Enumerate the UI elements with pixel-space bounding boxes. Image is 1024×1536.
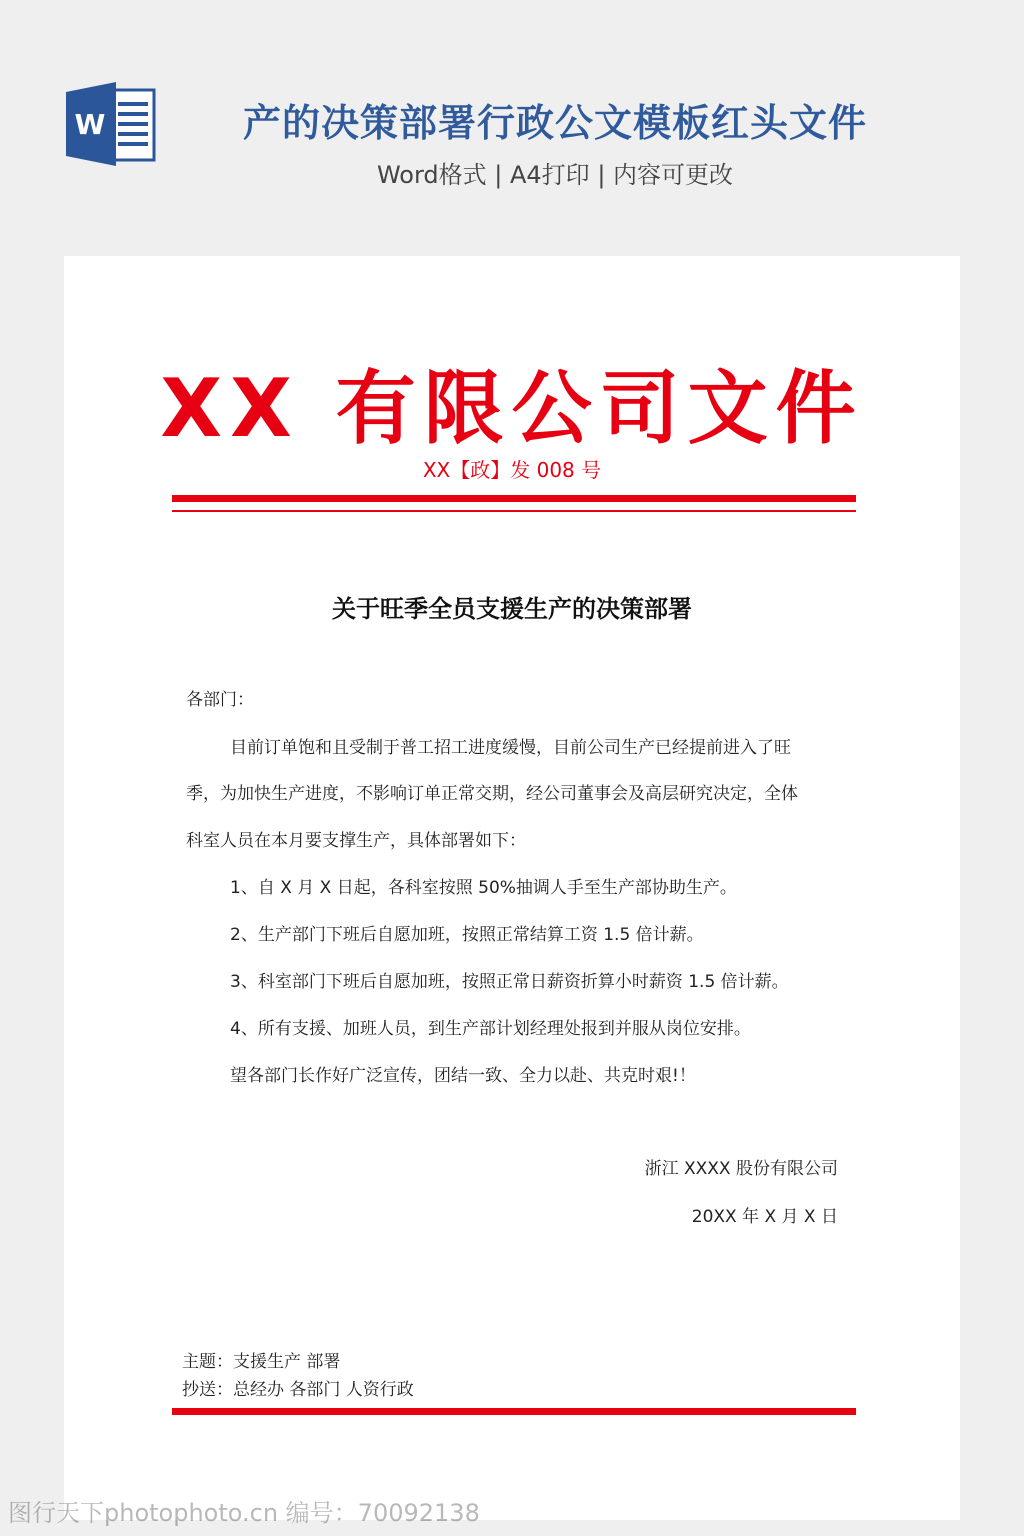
document-title: 关于旺季全员支援生产的决策部署 — [332, 595, 692, 623]
cc-line: 抄送：总经办 各部门 人资行政 — [182, 1380, 414, 1400]
closing-remark: 望各部门长作好广泛宣传，团结一致、全力以赴、共克时艰!！ — [230, 1066, 696, 1086]
salutation: 各部门： — [186, 690, 254, 710]
red-divider-thin — [172, 510, 856, 512]
list-item: 3、科室部门下班后自愿加班，按照正常日薪资折算小时薪资 1.5 倍计薪。 — [230, 972, 789, 992]
company-red-header: XX 有限公司文件 — [160, 362, 864, 455]
signature-company: 浙江 XXXX 股份有限公司 — [644, 1159, 838, 1179]
paragraph-line: 目前订单饱和且受制于普工招工进度缓慢，目前公司生产已经提前进入了旺 — [230, 738, 791, 758]
page-title: 产的决策部署行政公文模板红头文件 — [242, 101, 867, 145]
paragraph-line: 季，为加快生产进度，不影响订单正常交期，经公司董事会及高层研究决定，全体 — [186, 784, 798, 804]
watermark: 图行天下photophoto.cn 编号：70092138 — [8, 1499, 480, 1527]
word-icon — [66, 82, 156, 166]
page-subtitle: Word格式 | A4打印 | 内容可更改 — [376, 161, 734, 189]
paragraph-line: 科室人员在本月要支撑生产，具体部署如下： — [186, 831, 526, 851]
list-item: 4、所有支援、加班人员，到生产部计划经理处报到并服从岗位安排。 — [230, 1019, 751, 1039]
header — [0, 0, 1024, 240]
subject-line: 主题：支援生产 部署 — [182, 1352, 341, 1372]
red-divider-thick — [172, 495, 856, 502]
document-number: XX【政】发 008 号 — [422, 458, 602, 482]
list-item: 1、自 X 月 X 日起，各科室按照 50%抽调人手至生产部协助生产。 — [230, 878, 737, 898]
svg-text:W: W — [74, 108, 106, 141]
red-divider-bottom — [172, 1408, 856, 1415]
document-page — [64, 256, 960, 1520]
signature-date: 20XX 年 X 月 X 日 — [691, 1207, 838, 1227]
list-item: 2、生产部门下班后自愿加班，按照正常结算工资 1.5 倍计薪。 — [230, 925, 704, 945]
